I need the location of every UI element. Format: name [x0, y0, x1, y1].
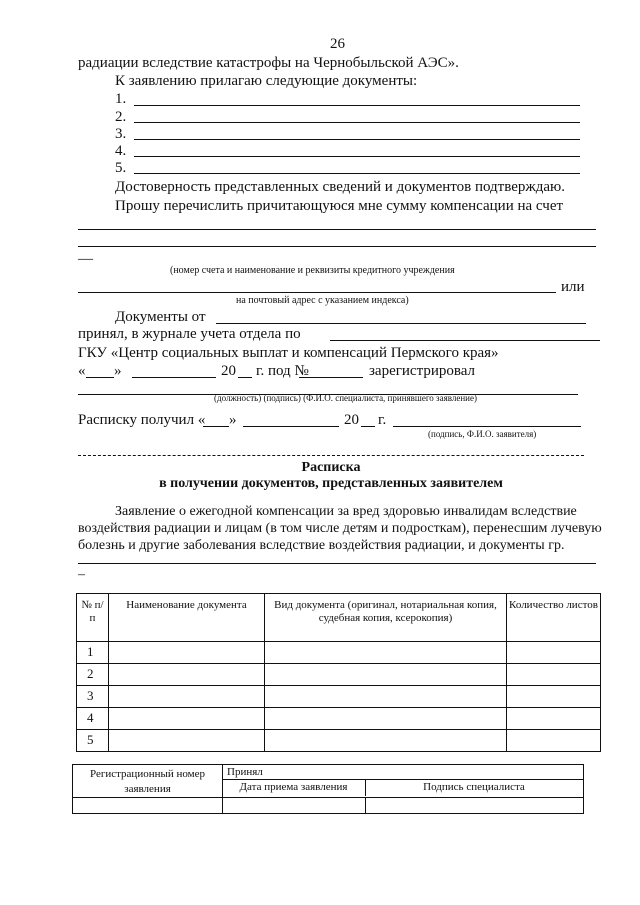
accepted-label: принял, в журнале учета отдела по [78, 326, 301, 342]
doc-name-cell[interactable] [109, 730, 265, 752]
list-number: 5. [115, 160, 127, 176]
specialist-signature-cell[interactable] [366, 797, 584, 813]
intro-line: радиации вследствие катастрофы на Чернобыльской АЭС». [78, 55, 459, 71]
accept-date-label: Дата приема заявления [239, 781, 348, 793]
sheet-count-cell[interactable] [507, 708, 601, 730]
doc-name-cell[interactable] [109, 664, 265, 686]
accept-date-cell[interactable] [223, 797, 366, 813]
day-field[interactable] [86, 377, 114, 378]
receipt-paragraph-line: воздействия радиации и лицам (в том числе детям и подросткам), перенесшим лучевую [78, 521, 602, 536]
receipt-paragraph-line: Заявление о ежегодной компенсации за вред здоровью инвалидам вследствие [115, 504, 577, 519]
doc-type-cell[interactable] [265, 708, 507, 730]
reg-number-cell[interactable] [73, 797, 223, 813]
receipt-subtitle: в получении документов, представленных заявителем [159, 476, 503, 491]
dash-mark: – [78, 567, 85, 582]
attachment-line-1[interactable] [134, 105, 580, 106]
row-number: 1 [77, 642, 109, 664]
attachment-line-4[interactable] [134, 156, 580, 157]
postal-line[interactable] [78, 292, 556, 293]
row-number: 3 [77, 686, 109, 708]
receipt-title: Расписка [301, 460, 361, 475]
applicant-name-line[interactable] [78, 563, 596, 564]
sub-column-divider [365, 779, 366, 796]
receipt-day-field[interactable] [203, 426, 229, 427]
column-header-sheet-count: Количество листов [507, 594, 601, 642]
doc-type-cell[interactable] [265, 730, 507, 752]
doc-name-cell[interactable] [109, 642, 265, 664]
doc-name-cell[interactable] [109, 686, 265, 708]
row-number: 2 [77, 664, 109, 686]
column-header-doc-name: Наименование документа [109, 594, 265, 642]
column-header-doc-type: Вид документа (оригинал, нотариальная копия, судебная копия, ксерокопия) [265, 594, 507, 642]
doc-type-cell[interactable] [265, 642, 507, 664]
table-row [77, 686, 601, 708]
account-line-1[interactable] [78, 229, 596, 230]
bank-caption: (номер счета и наименование и реквизиты кредитного учреждения [170, 265, 455, 276]
row-number: 5 [77, 730, 109, 752]
year-prefix: 20 [221, 363, 236, 379]
year-field[interactable] [238, 377, 252, 378]
sheet-count-cell[interactable] [507, 686, 601, 708]
row-number: 4 [77, 708, 109, 730]
postal-caption: на почтовый адрес с указанием индекса) [236, 295, 409, 306]
documents-table [76, 593, 601, 752]
doc-name-cell[interactable] [109, 708, 265, 730]
cut-line [78, 455, 584, 456]
table-row [77, 708, 601, 730]
department-line[interactable] [330, 340, 600, 341]
docs-from-label: Документы от [115, 309, 206, 325]
request-text: Прошу перечислить причитающуюся мне сумму компенсации на счет [115, 198, 564, 214]
accepted-label: Принял [223, 765, 584, 798]
receipt-month-field[interactable] [243, 426, 339, 427]
table-row [77, 642, 601, 664]
attachment-line-2[interactable] [134, 122, 580, 123]
attachment-line-5[interactable] [134, 173, 580, 174]
specialist-signature-label: Подпись специалиста [423, 781, 525, 793]
column-header-number: № п/п [77, 594, 109, 642]
table-row [77, 730, 601, 752]
sheet-count-cell[interactable] [507, 730, 601, 752]
date-open-quote: « [78, 363, 86, 379]
attachment-line-3[interactable] [134, 139, 580, 140]
list-number: 2. [115, 109, 127, 125]
page-number: 26 [330, 36, 345, 52]
registered-label: зарегистрировал [369, 363, 476, 379]
reg-number-label: г. под № [256, 363, 309, 379]
receipt-year-prefix: 20 [344, 412, 359, 428]
receipt-year-suffix: г. [378, 412, 387, 428]
applicant-sign-line[interactable] [393, 426, 581, 427]
list-number: 1. [115, 91, 127, 107]
dash-mark: — [78, 251, 93, 267]
date-close-quote: » [229, 412, 237, 428]
docs-from-line[interactable] [216, 323, 586, 324]
receipt-got-label: Расписку получил « [78, 412, 206, 428]
table-row [77, 664, 601, 686]
applicant-caption: (подпись, Ф.И.О. заявителя) [428, 429, 537, 439]
receipt-paragraph-line: болезнь и другие заболевания вследствие воздействия радиации, и документы гр. [78, 538, 565, 553]
list-number: 4. [115, 143, 127, 159]
month-field[interactable] [132, 377, 216, 378]
or-word: или [561, 279, 585, 295]
receipt-year-field[interactable] [361, 426, 375, 427]
center-name: ГКУ «Центр социальных выплат и компенсаций Пермского края» [78, 345, 499, 361]
date-close-quote: » [114, 363, 122, 379]
reg-number-label: Регистрационный номер заявления [73, 765, 223, 798]
list-number: 3. [115, 126, 127, 142]
reg-number-field[interactable] [299, 377, 363, 378]
doc-type-cell[interactable] [265, 664, 507, 686]
specialist-caption: (должность) (подпись) (Ф.И.О. специалиста, принявшего заявление) [214, 393, 477, 403]
account-line-2[interactable] [78, 246, 596, 247]
accepted-divider [222, 779, 583, 780]
attach-label: К заявлению прилагаю следующие документы: [115, 73, 418, 89]
sheet-count-cell[interactable] [507, 642, 601, 664]
sheet-count-cell[interactable] [507, 664, 601, 686]
table-header-row [77, 594, 601, 642]
confirm-text: Достоверность представленных сведений и документов подтверждаю. [115, 179, 565, 195]
doc-type-cell[interactable] [265, 686, 507, 708]
